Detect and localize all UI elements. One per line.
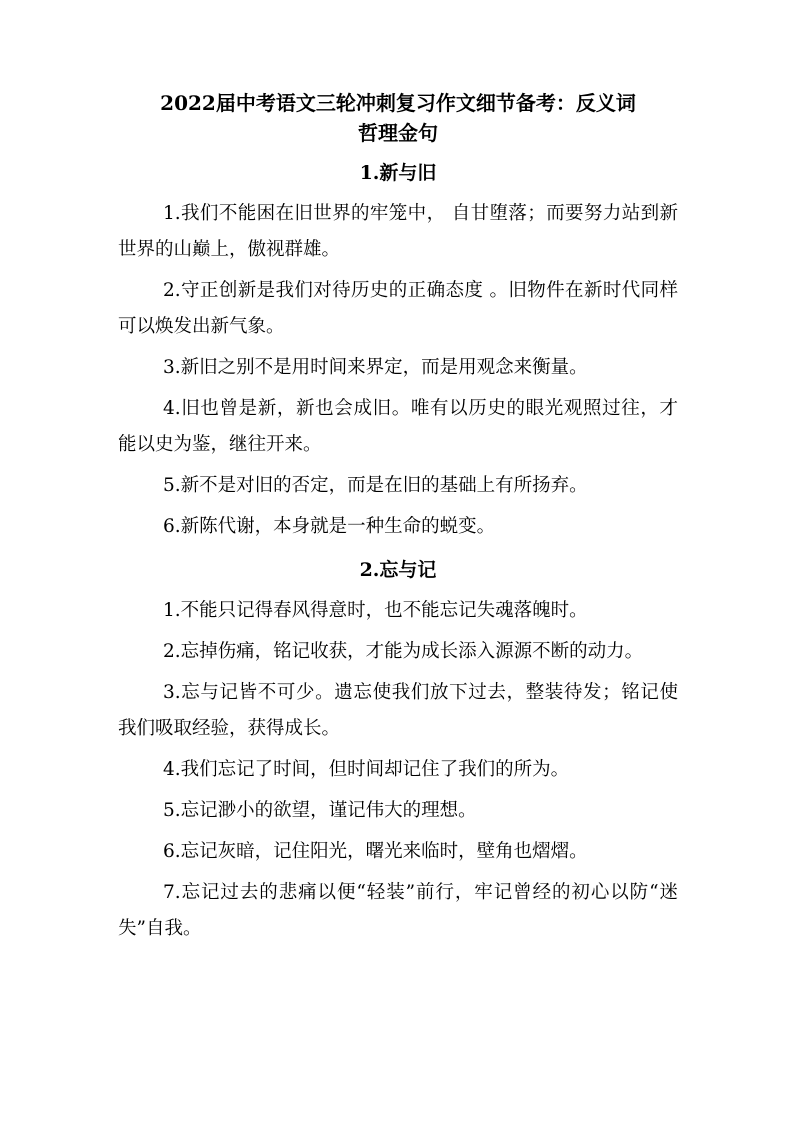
list-item: 2.忘掉伤痛，铭记收获，才能为成长添入源源不断的动力。 xyxy=(163,641,644,662)
list-item: 6.新陈代谢，本身就是一种生命的蜕变。 xyxy=(163,516,496,537)
list-item: 7.忘记过去的悲痛以便“轻装”前行，牢记曾经的初心以防“迷失”自我。 xyxy=(118,882,678,939)
document-body xyxy=(118,88,678,952)
section-forget-and-remember xyxy=(118,555,678,947)
section-items xyxy=(118,196,678,545)
list-item: 6.忘记灰暗，记住阳光，曙光来临时，壁角也熠熠。 xyxy=(163,841,588,862)
title-line-1: 2022届中考语文三轮冲刺复习作文细节备考：反义词 xyxy=(160,91,636,115)
list-item: 3.新旧之别不是用时间来界定，而是用观念来衡量。 xyxy=(163,357,588,378)
list-item: 2.守正创新是我们对待历史的正确态度 。旧物件在新时代同样可以焕发出新气象。 xyxy=(118,280,678,337)
section-items xyxy=(118,593,678,947)
document-title xyxy=(118,88,678,148)
section-heading: 1.新与旧 xyxy=(359,162,437,184)
list-item: 4.旧也曾是新，新也会成旧。唯有以历史的眼光观照过往，才能以史为鉴，继往开来。 xyxy=(118,398,678,455)
list-item: 5.新不是对旧的否定，而是在旧的基础上有所扬弃。 xyxy=(163,475,588,496)
title-line-2: 哲理金句 xyxy=(358,121,438,145)
list-item: 5.忘记渺小的欲望，谨记伟大的理想。 xyxy=(163,800,477,821)
list-item: 1.我们不能困在旧世界的牢笼中， 自甘堕落；而要努力站到新世界的山巅上，傲视群雄。 xyxy=(118,203,678,260)
list-item: 4.我们忘记了时间，但时间却记住了我们的所为。 xyxy=(163,759,570,780)
section-heading: 2.忘与记 xyxy=(359,559,437,581)
list-item: 3.忘与记皆不可少。遗忘使我们放下过去，整装待发；铭记使我们吸取经验，获得成长。 xyxy=(118,682,678,739)
list-item: 1.不能只记得春风得意时，也不能忘记失魂落魄时。 xyxy=(163,600,588,621)
section-new-and-old xyxy=(118,158,678,545)
